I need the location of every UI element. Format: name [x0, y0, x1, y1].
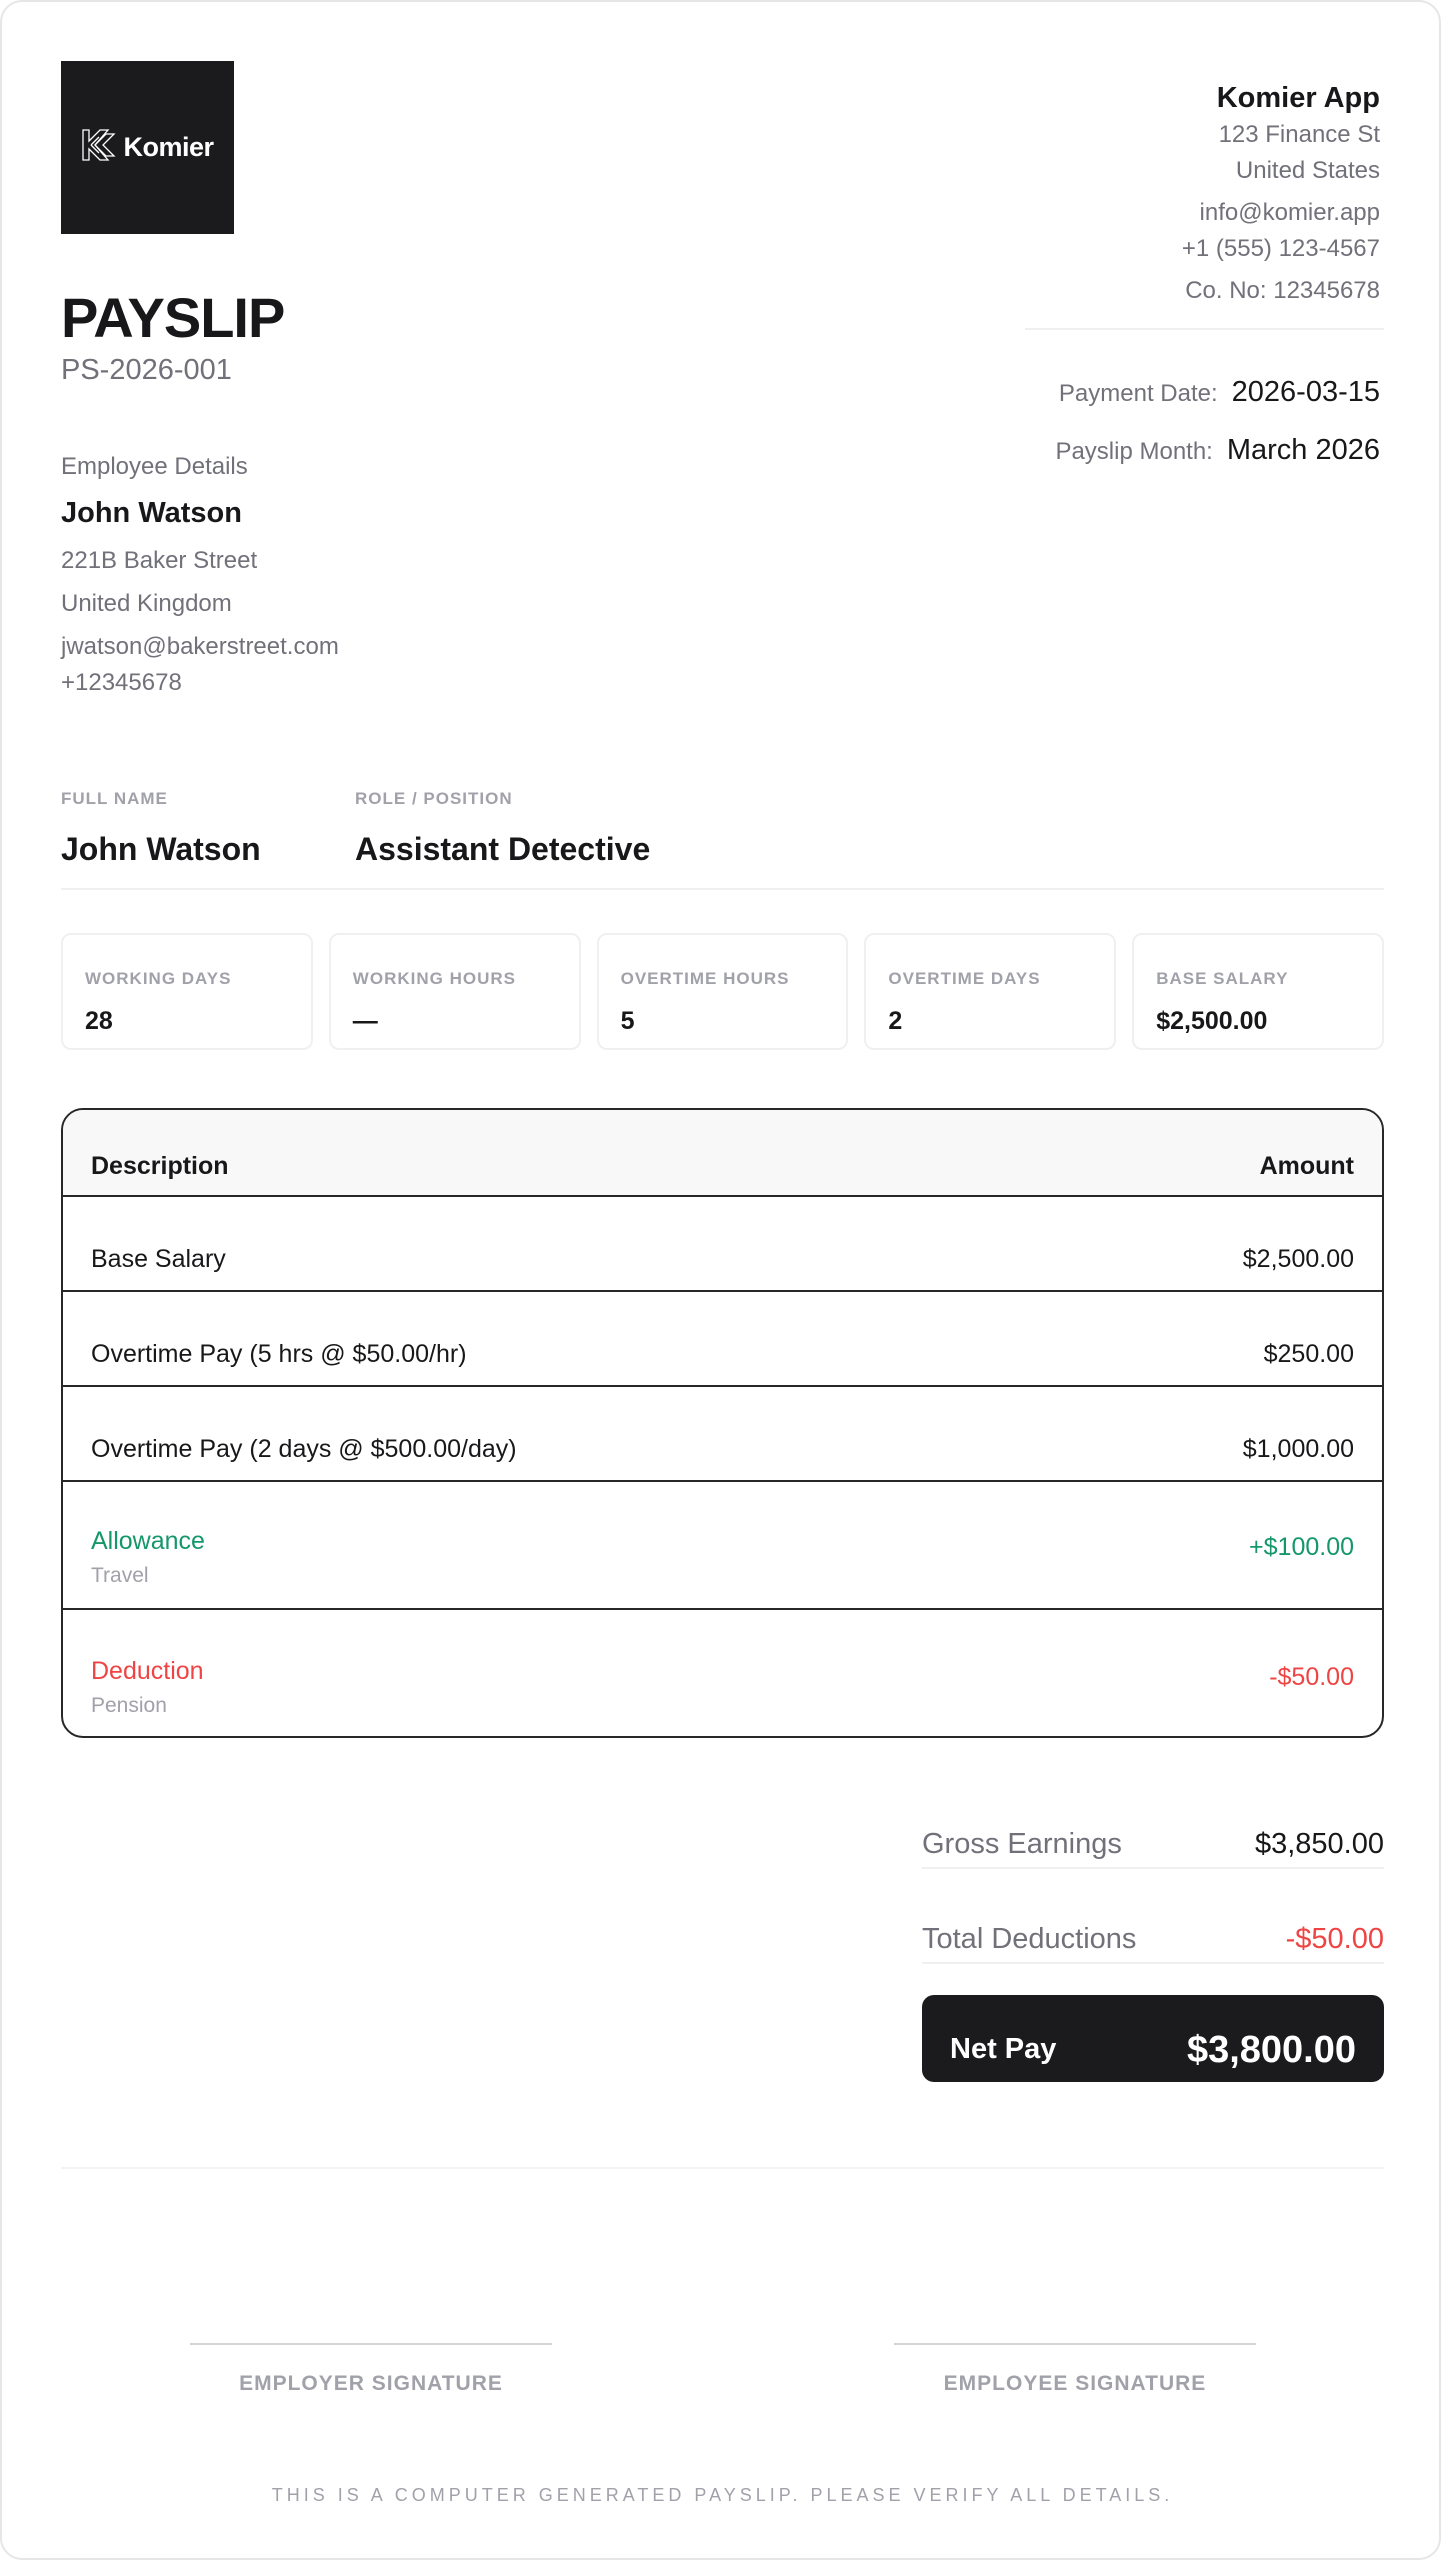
- gross-earnings-label: Gross Earnings: [922, 1828, 1122, 1860]
- table-row-allowance: [63, 1482, 1382, 1610]
- employee-name: John Watson: [61, 497, 242, 529]
- company-logo: [61, 61, 234, 234]
- full-name-value: John Watson: [61, 831, 261, 867]
- employee-email: jwatson@bakerstreet.com: [61, 633, 339, 660]
- stat-overtime-hours: [597, 933, 849, 1050]
- divider: [61, 2167, 1384, 2169]
- row-description: Overtime Pay (2 days @ $500.00/day): [91, 1435, 517, 1463]
- stat-label: OVERTIME HOURS: [620, 969, 790, 988]
- stat-overtime-days: [864, 933, 1116, 1050]
- table-row-deduction: [63, 1610, 1382, 1736]
- stat-label: WORKING DAYS: [85, 969, 232, 988]
- gross-earnings-row: [922, 1828, 1384, 1869]
- row-amount: $1,000.00: [1242, 1435, 1354, 1463]
- net-pay-label: Net Pay: [950, 2033, 1057, 2065]
- earnings-table: [61, 1108, 1384, 1738]
- employer-signature-label: EMPLOYER SIGNATURE: [239, 2372, 503, 2395]
- company-address-line2: United States: [1235, 157, 1380, 184]
- stat-label: BASE SALARY: [1156, 969, 1289, 988]
- table-header: [63, 1110, 1382, 1197]
- net-pay-value: $3,800.00: [1186, 2029, 1356, 2071]
- company-email: info@komier.app: [1199, 199, 1380, 226]
- payslip-number: PS-2026-001: [61, 354, 232, 386]
- row-subtext: Travel: [91, 1564, 149, 1587]
- stat-label: WORKING HOURS: [352, 969, 516, 988]
- payment-date-value: 2026-03-15: [1231, 376, 1380, 408]
- row-description: Allowance: [91, 1527, 205, 1555]
- payslip-month-row: [1055, 434, 1380, 467]
- total-deductions-row: [922, 1923, 1384, 1964]
- full-name-label: FULL NAME: [61, 789, 168, 808]
- company-info: [1182, 79, 1380, 309]
- row-amount: +$100.00: [1249, 1533, 1354, 1561]
- stats-row: [61, 933, 1384, 1050]
- stat-value: $2,500.00: [1156, 1007, 1268, 1035]
- stat-value: 28: [85, 1007, 113, 1035]
- gross-earnings-value: $3,850.00: [1254, 1828, 1384, 1860]
- divider: [61, 888, 1384, 890]
- row-subtext: Pension: [91, 1694, 167, 1717]
- column-header-amount: Amount: [1259, 1152, 1354, 1180]
- stat-value: 5: [620, 1007, 635, 1035]
- total-deductions-label: Total Deductions: [922, 1923, 1137, 1955]
- total-deductions-value: -$50.00: [1285, 1923, 1384, 1955]
- employee-signature-label: EMPLOYEE SIGNATURE: [943, 2372, 1207, 2395]
- role-value: Assistant Detective: [355, 831, 651, 867]
- employer-signature-line: [190, 2343, 552, 2345]
- payment-date-label: Payment Date:: [1058, 380, 1218, 407]
- row-amount: $2,500.00: [1242, 1245, 1354, 1273]
- stat-value: —: [352, 1007, 378, 1035]
- employee-address-line2: United Kingdom: [61, 590, 232, 617]
- stat-base-salary: [1132, 933, 1384, 1050]
- column-header-description: Description: [91, 1152, 229, 1180]
- row-description: Deduction: [91, 1657, 204, 1685]
- logo-text: Komier: [123, 132, 214, 162]
- employee-details-heading: Employee Details: [61, 453, 248, 480]
- table-row: [63, 1292, 1382, 1387]
- row-description: Base Salary: [91, 1245, 226, 1273]
- komier-k-icon: [81, 128, 117, 167]
- table-row: [63, 1387, 1382, 1482]
- footer-note: THIS IS A COMPUTER GENERATED PAYSLIP. PLEASE VERIFY ALL DETAILS.: [271, 2485, 1174, 2505]
- row-amount: -$50.00: [1269, 1663, 1354, 1691]
- row-amount: $250.00: [1263, 1340, 1354, 1368]
- company-name: Komier App: [1216, 82, 1380, 114]
- employee-phone: +12345678: [61, 669, 182, 696]
- stat-working-hours: [329, 933, 581, 1050]
- employee-address-line1: 221B Baker Street: [61, 547, 258, 574]
- payslip-month-value: March 2026: [1226, 434, 1380, 466]
- payment-date-row: [1059, 376, 1380, 409]
- net-pay-box: [922, 1995, 1384, 2082]
- company-number: Co. No: 12345678: [1185, 277, 1380, 304]
- divider: [1025, 328, 1384, 330]
- payslip-month-label: Payslip Month:: [1055, 438, 1213, 465]
- page-title: PAYSLIP: [61, 286, 285, 349]
- stat-working-days: [61, 933, 313, 1050]
- company-phone: +1 (555) 123-4567: [1181, 235, 1380, 262]
- company-address-line1: 123 Finance St: [1218, 121, 1380, 148]
- table-row: [63, 1197, 1382, 1292]
- stat-label: OVERTIME DAYS: [888, 969, 1041, 988]
- row-description: Overtime Pay (5 hrs @ $50.00/hr): [91, 1340, 467, 1368]
- stat-value: 2: [888, 1007, 903, 1035]
- role-label: ROLE / POSITION: [355, 789, 513, 808]
- employee-signature-line: [894, 2343, 1256, 2345]
